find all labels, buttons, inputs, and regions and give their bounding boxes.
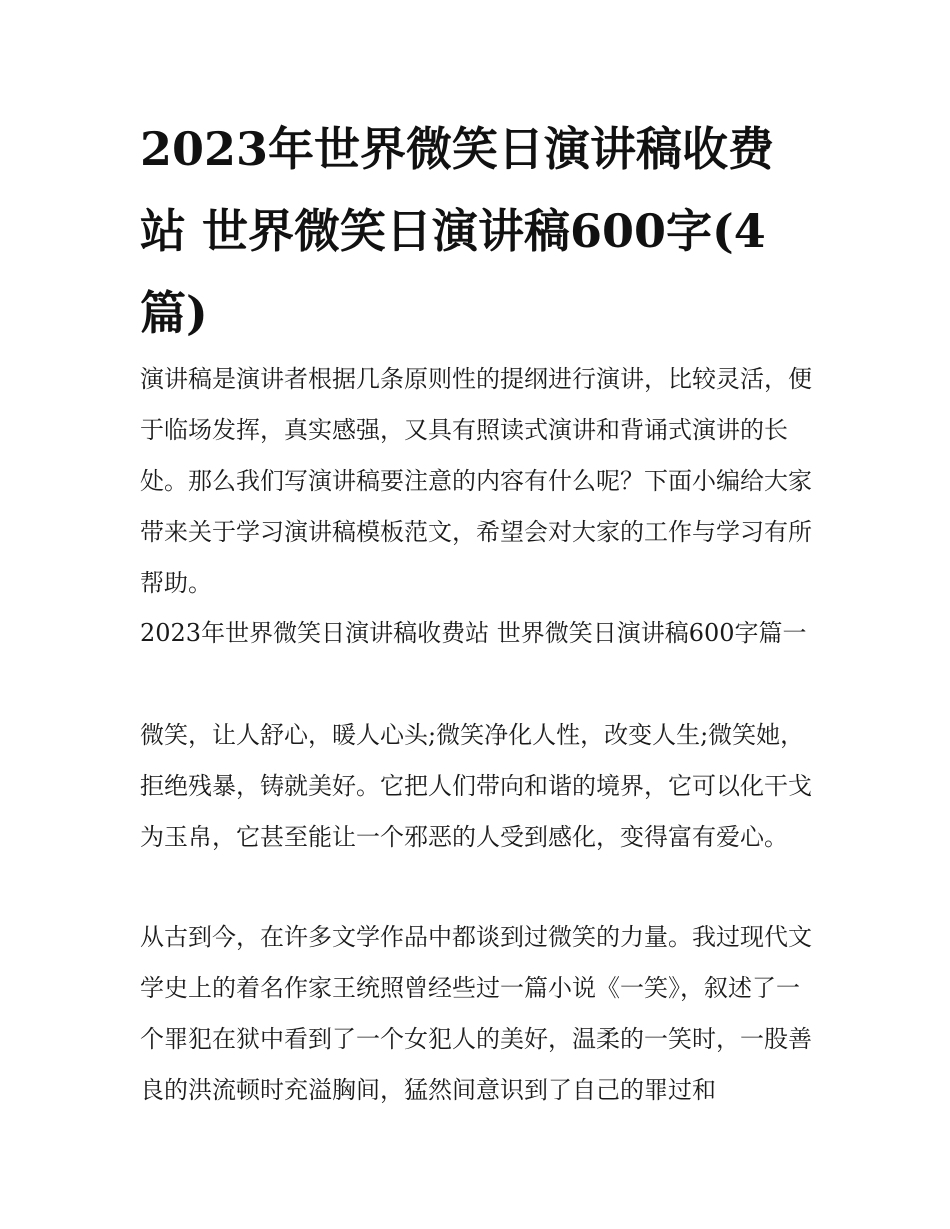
section-heading: 2023年世界微笑日演讲稿收费站 世界微笑日演讲稿600字篇一 [140,619,807,647]
document-title: 2023年世界微笑日演讲稿收费站 世界微笑日演讲稿600字(4篇) [140,122,775,340]
body-paragraph-2: 从古到今，在许多文学作品中都谈到过微笑的力量。我过现代文学史上的着名作家王统照曾经些过一篇小说《一笑》，叙述了一个罪犯在狱中看到了一个女犯人的美好，温柔的一笑时，一股善良的洪流顿时充溢胸间，猛然间意识到了自己的罪过和 [140,923,812,1104]
body-paragraph-1: 微笑，让人舒心，暖人心头;微笑净化人性，改变人生;微笑她，拒绝残暴，铸就美好。它把人们带向和谐的境界，它可以化干戈为玉帛，它甚至能让一个邪恶的人受到感化，变得富有爱心。 [140,721,812,851]
intro-paragraph: 演讲稿是演讲者根据几条原则性的提纲进行演讲，比较灵活，便于临场发挥，真实感强，又具有照读式演讲和背诵式演讲的长处。那么我们写演讲稿要注意的内容有什么呢？下面小编给大家带来关于学习演讲稿模板范文，希望会对大家的工作与学习有所帮助。 [140,365,812,597]
